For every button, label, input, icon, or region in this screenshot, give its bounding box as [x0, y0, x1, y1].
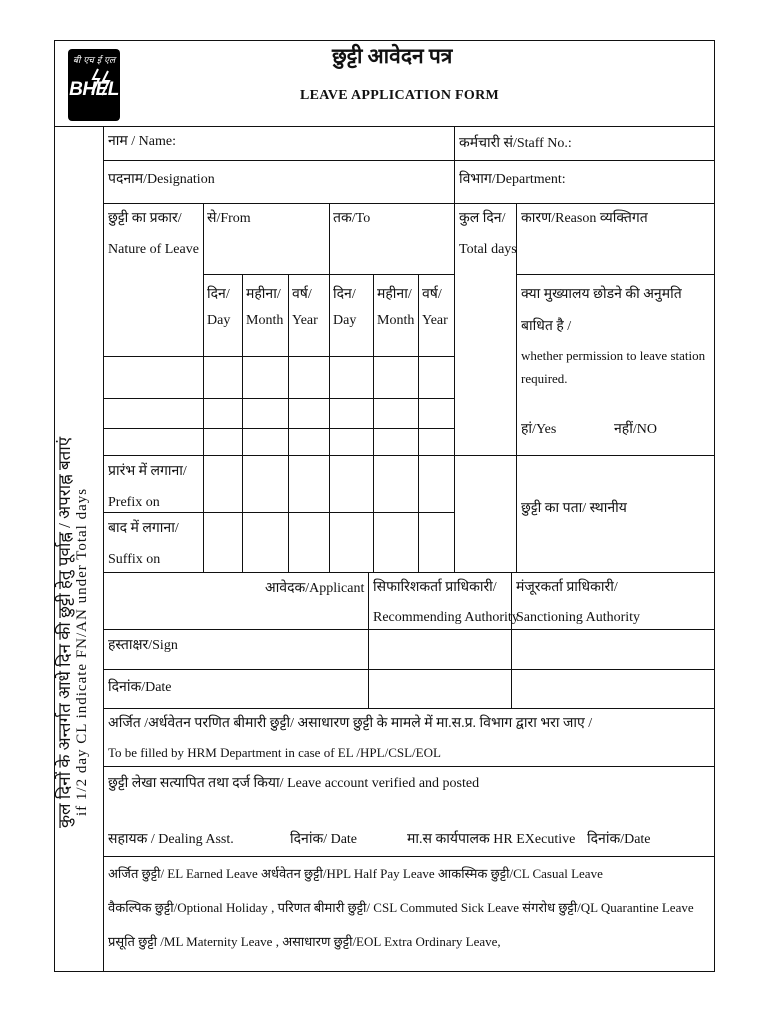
leave-address-label: छुट्टी का पता/ स्थानीय [521, 501, 627, 516]
applicant-label: आवेदक/Applicant [265, 581, 365, 596]
designation-field[interactable] [210, 165, 450, 199]
hrm-note-hindi: अर्जित /अर्धवेतन परणित बीमारी छुट्टी/ असाधारण छुट्टी के मामले में मा.स.प्र. विभाग द्वारा भरा जाए / [108, 716, 593, 731]
side-note-hindi: कुल दिनों के अन्तर्गत आधे दिन की छुट्टी हेतु पूर्वाह्न / अपराह्न बताएं [55, 436, 74, 828]
to-year-hindi: वर्ष/ [422, 287, 442, 302]
to-month-hindi: महीना/ [377, 287, 412, 302]
name-field[interactable] [190, 130, 450, 156]
dealing-asst-label: सहायक / Dealing Asst. [108, 832, 234, 847]
staff-no-label: कर्मचारी सं/Staff No.: [459, 136, 572, 151]
hr-date-label: दिनांक/Date [587, 832, 651, 847]
side-note-english: if 1/2 day CL indicate FN/AN under Total days [74, 487, 90, 816]
sanctioning-authority-english: Sanctioning Authority [516, 610, 641, 625]
department-field[interactable] [560, 165, 710, 199]
logo-hindi-text: बी एच ई एल [72, 56, 116, 66]
form-title-english: LEAVE APPLICATION FORM [300, 88, 499, 103]
nature-of-leave-hindi: छुट्टी का प्रकार/ [108, 211, 182, 226]
hrm-note-english: To be filled by HRM Department in case of EL /HPL/CSL/EOL [108, 745, 441, 760]
reason-label: कारण/Reason व्यक्तिगत [521, 211, 648, 226]
leave-station-question-english-1: whether permission to leave station [521, 348, 706, 363]
from-day-english: Day [207, 313, 231, 328]
hr-executive-label: मा.स कार्यपालक HR EXecutive [407, 832, 576, 847]
recommending-sign-field[interactable] [369, 631, 510, 668]
legend-line-1: अर्जित छुट्टी/ EL Earned Leave अर्धवेतन छुट्टी/HPL Half Pay Leave आकस्मिक छुट्टी/CL Casual Leave [108, 866, 603, 881]
from-year-english: Year [292, 313, 318, 328]
logo-english-text: BHEL [69, 79, 119, 100]
applicant-sign-field[interactable] [200, 631, 367, 668]
suffix-label-english: Suffix on [108, 552, 161, 567]
applicant-date-field[interactable] [200, 671, 367, 707]
suffix-label-hindi: बाद में लगाना/ [108, 521, 179, 536]
from-month-hindi: महीना/ [246, 287, 281, 302]
department-label: विभाग/Department: [459, 172, 566, 187]
legend-line-2: वैकल्पिक छुट्टी/Optional Holiday , परिणत बीमारी छुट्टी/ CSL Commuted Sick Leave संगरोध छुट्टी/QL Quarantine Leave [108, 900, 694, 915]
recommending-authority-english: Recommending Authority [373, 610, 519, 625]
to-label: तक/To [333, 211, 371, 226]
leave-station-question-hindi-2: बाधित है / [521, 319, 572, 334]
total-days-english: Total days [459, 242, 517, 257]
verification-line: छुट्टी लेखा सत्यापित तथा दर्ज किया/ Leave account verified and posted [108, 776, 480, 791]
sign-label: हस्ताक्षर/Sign [108, 638, 178, 653]
to-day-hindi: दिन/ [333, 287, 356, 302]
recommending-authority-hindi: सिफारिशकर्ता प्राधिकारी/ [373, 580, 497, 595]
from-day-hindi: दिन/ [207, 287, 230, 302]
yes-option[interactable]: हां/Yes [521, 422, 557, 437]
dealing-date-label: दिनांक/ Date [290, 832, 358, 847]
sanctioning-date-field[interactable] [512, 671, 714, 707]
sanctioning-sign-field[interactable] [512, 631, 714, 668]
leave-station-question-english-2: required. [521, 371, 568, 386]
prefix-label-hindi: प्रारंभ में लगाना/ [108, 464, 187, 479]
prefix-label-english: Prefix on [108, 495, 160, 510]
to-day-english: Day [333, 313, 357, 328]
to-month-english: Month [377, 313, 415, 328]
staff-no-field[interactable] [570, 130, 710, 156]
recommending-date-field[interactable] [369, 671, 510, 707]
leave-entry-row[interactable] [104, 399, 454, 428]
from-label: से/From [207, 211, 251, 226]
name-label: नाम / Name: [108, 134, 176, 149]
total-days-hindi: कुल दिन/ [459, 211, 506, 226]
sanctioning-authority-hindi: मंजूरकर्ता प्राधिकारी/ [516, 580, 618, 595]
no-option[interactable]: नहीं/NO [614, 422, 657, 437]
form-title-hindi: छुट्टी आवेदन पत्र [332, 44, 453, 68]
from-year-hindi: वर्ष/ [292, 287, 312, 302]
date-label: दिनांक/Date [108, 680, 172, 695]
from-month-english: Month [246, 313, 284, 328]
logo-lightning-icon [68, 49, 120, 121]
nature-of-leave-english: Nature of Leave [108, 242, 199, 257]
leave-station-question-hindi-1: क्या मुख्यालय छोडने की अनुमति [521, 287, 682, 302]
designation-label: पदनाम/Designation [108, 172, 215, 187]
bhel-logo [68, 49, 120, 121]
legend-line-3: प्रसूति छुट्टी /ML Maternity Leave , असाधारण छुट्टी/EOL Extra Ordinary Leave, [108, 934, 501, 949]
to-year-english: Year [422, 313, 448, 328]
leave-entry-row[interactable] [104, 429, 454, 455]
leave-entry-row[interactable] [104, 357, 454, 398]
